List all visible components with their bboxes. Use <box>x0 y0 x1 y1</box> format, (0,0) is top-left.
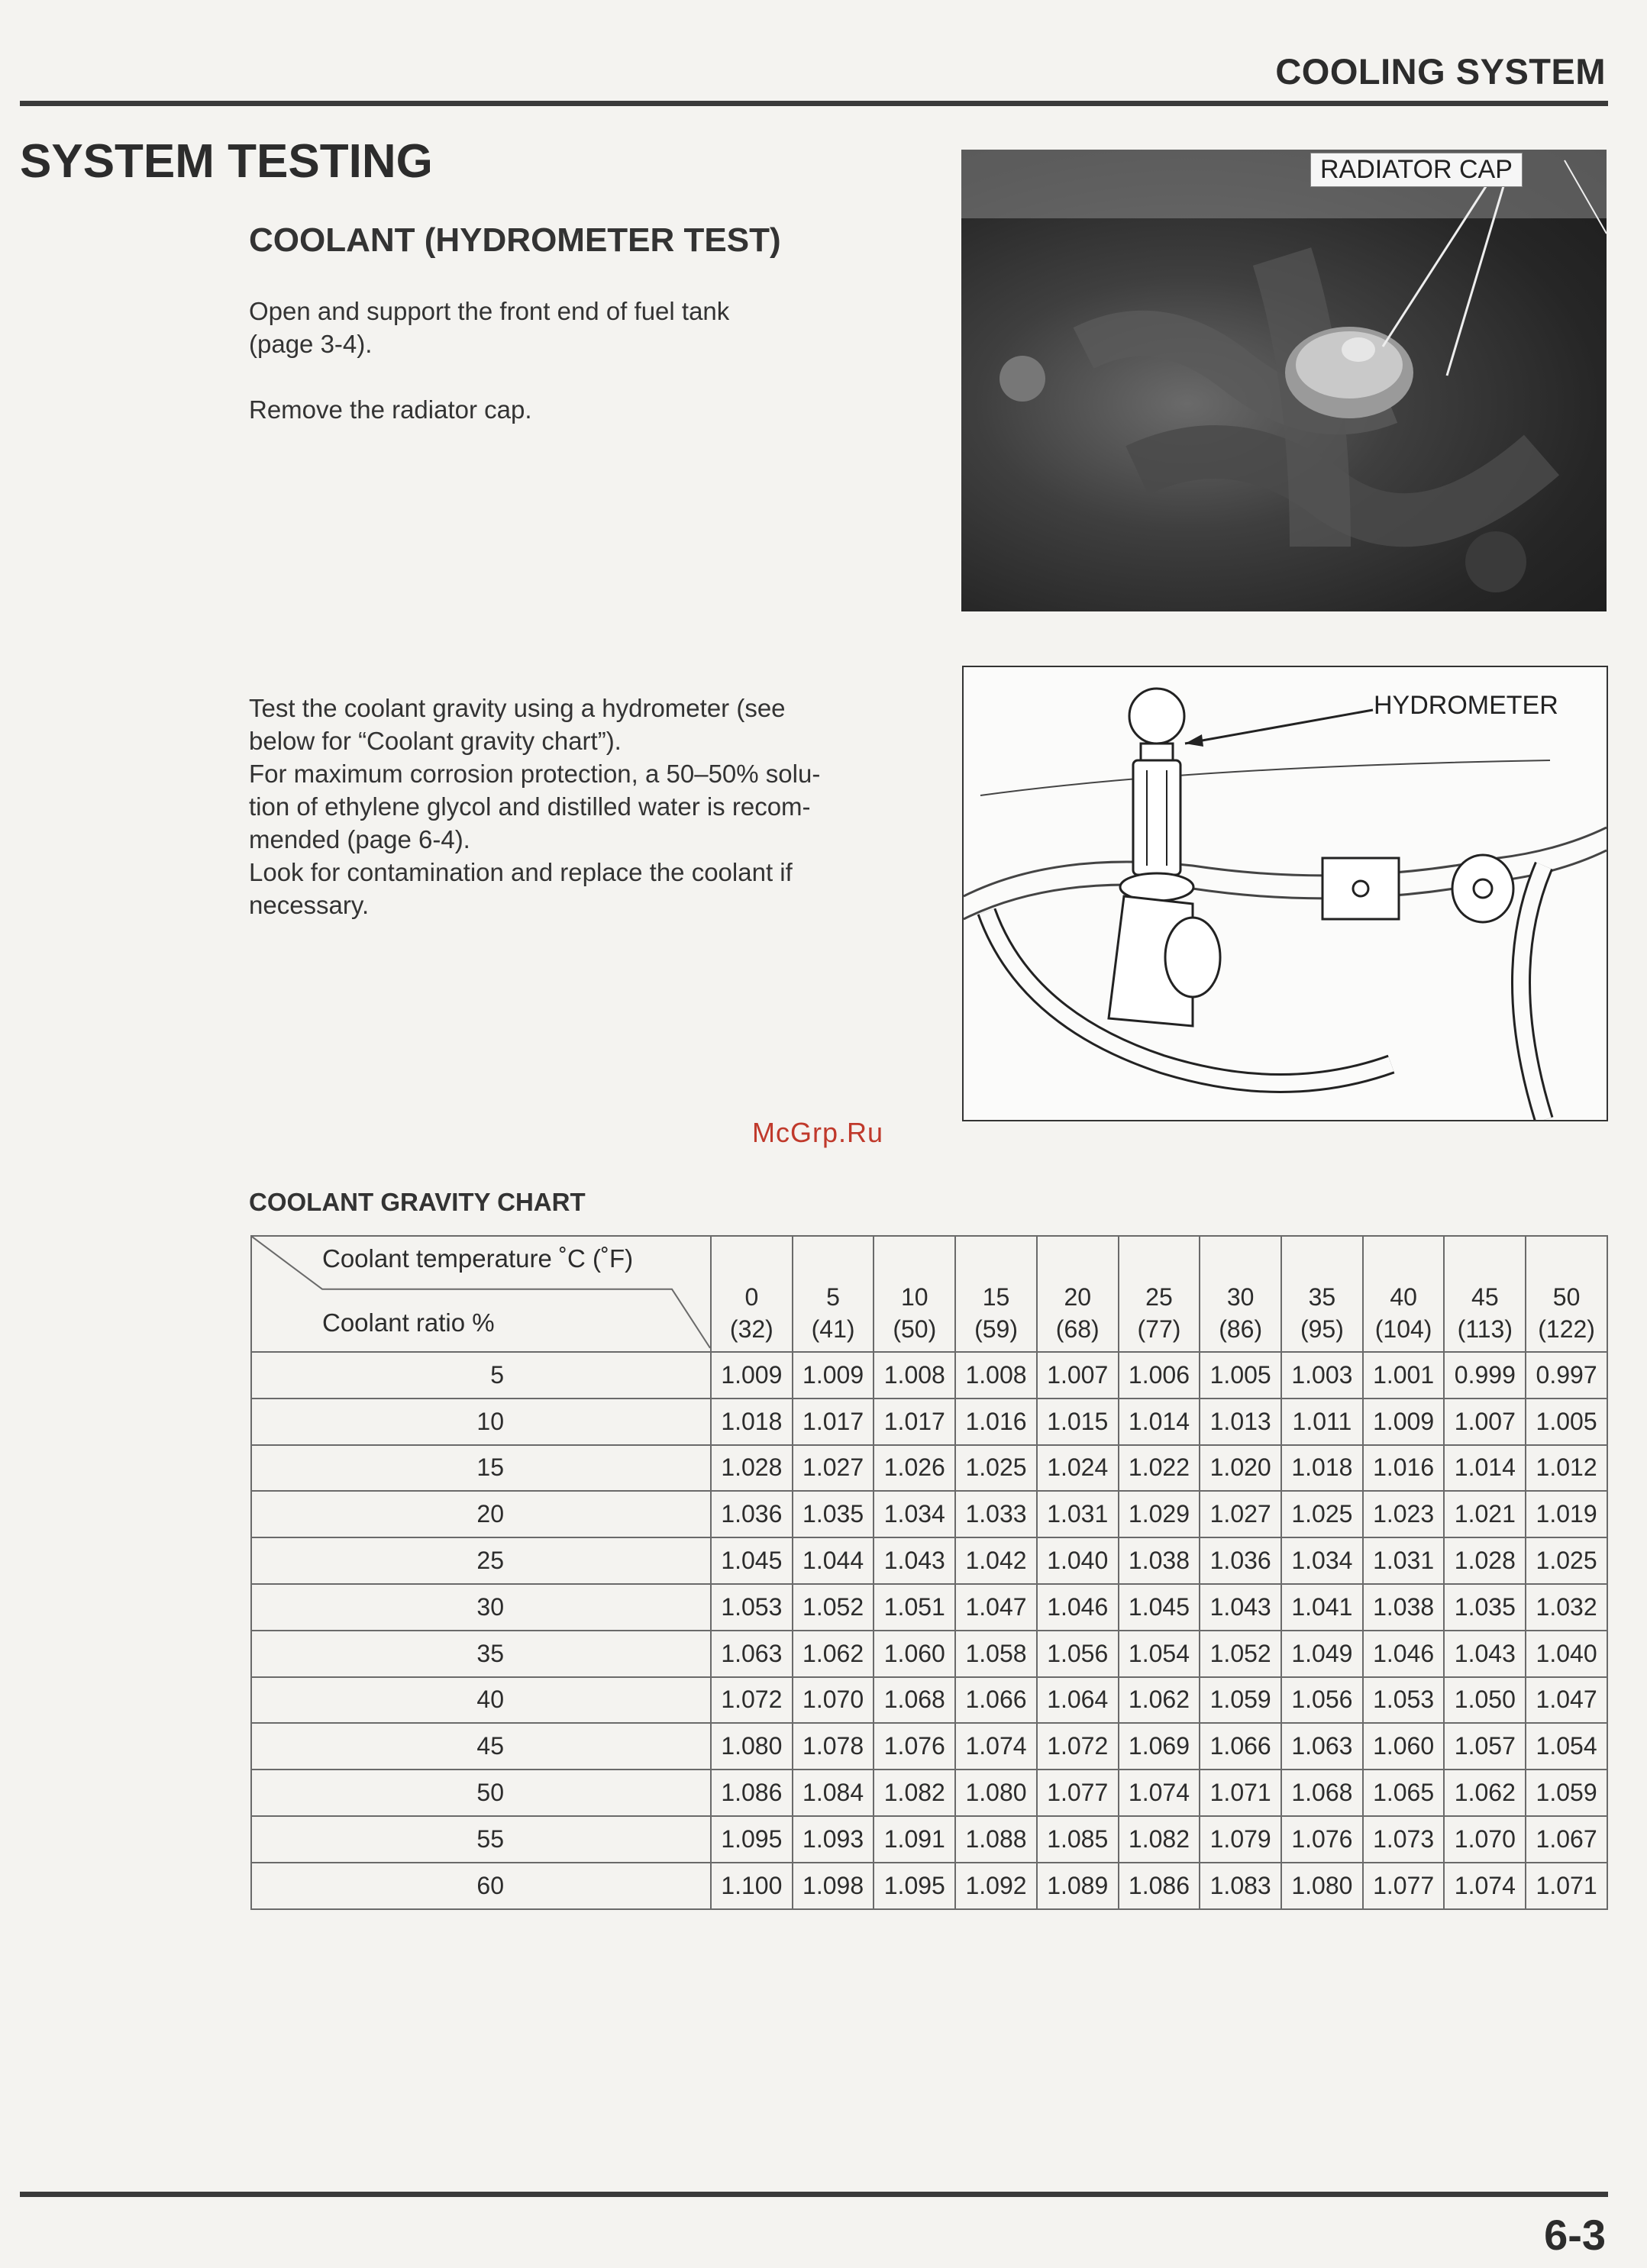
step-text-line: Look for contamination and replace the coolant if <box>249 858 793 886</box>
gravity-cell: 1.086 <box>1119 1863 1200 1909</box>
gravity-cell: 1.069 <box>1119 1723 1200 1770</box>
temp-celsius: 20 <box>1064 1283 1092 1311</box>
section-header: COOLING SYSTEM <box>1275 51 1606 92</box>
gravity-cell: 1.076 <box>874 1723 955 1770</box>
gravity-cell: 1.031 <box>1363 1537 1445 1584</box>
gravity-cell: 1.071 <box>1200 1770 1281 1816</box>
gravity-cell: 1.024 <box>1037 1445 1119 1492</box>
temp-celsius: 40 <box>1390 1283 1417 1311</box>
temp-fahrenheit: (113) <box>1457 1315 1513 1343</box>
temp-fahrenheit: (95) <box>1300 1315 1344 1343</box>
temperature-axis-label: Coolant temperature ˚C (˚F) <box>322 1244 634 1273</box>
temperature-column-header <box>1526 1236 1607 1352</box>
temp-celsius: 15 <box>982 1283 1010 1311</box>
gravity-cell: 1.034 <box>1281 1537 1363 1584</box>
table-row <box>251 1584 1607 1631</box>
temperature-column-header <box>1444 1236 1526 1352</box>
gravity-cell: 1.082 <box>1119 1816 1200 1863</box>
gravity-cell: 1.060 <box>1363 1723 1445 1770</box>
gravity-cell: 1.003 <box>1281 1352 1363 1399</box>
gravity-cell: 1.005 <box>1200 1352 1281 1399</box>
step-text-line: Test the coolant gravity using a hydrometer (see <box>249 694 786 722</box>
gravity-cell: 1.063 <box>711 1631 793 1677</box>
gravity-cell: 1.031 <box>1037 1491 1119 1537</box>
gravity-cell: 1.076 <box>1281 1816 1363 1863</box>
gravity-cell: 1.067 <box>1526 1816 1607 1863</box>
gravity-cell: 1.009 <box>793 1352 874 1399</box>
ratio-cell: 15 <box>251 1445 711 1492</box>
gravity-cell: 1.082 <box>874 1770 955 1816</box>
gravity-cell: 1.077 <box>1037 1770 1119 1816</box>
table-row <box>251 1816 1607 1863</box>
gravity-cell: 1.006 <box>1119 1352 1200 1399</box>
gravity-cell: 1.052 <box>793 1584 874 1631</box>
ratio-axis-label: Coolant ratio % <box>322 1308 495 1337</box>
temp-fahrenheit: (59) <box>974 1315 1018 1343</box>
gravity-cell: 1.008 <box>955 1352 1037 1399</box>
step-text-line: tion of ethylene glycol and distilled water is recom- <box>249 792 811 821</box>
gravity-cell: 1.085 <box>1037 1816 1119 1863</box>
gravity-cell: 1.040 <box>1526 1631 1607 1677</box>
temperature-column-header <box>1200 1236 1281 1352</box>
gravity-cell: 1.072 <box>711 1677 793 1724</box>
gravity-cell: 1.049 <box>1281 1631 1363 1677</box>
temp-fahrenheit: (68) <box>1055 1315 1100 1343</box>
gravity-cell: 1.074 <box>1444 1863 1526 1909</box>
ratio-cell: 55 <box>251 1816 711 1863</box>
gravity-cell: 1.071 <box>1526 1863 1607 1909</box>
temp-celsius: 30 <box>1226 1283 1255 1311</box>
gravity-cell: 0.999 <box>1444 1352 1526 1399</box>
gravity-cell: 1.017 <box>874 1399 955 1445</box>
gravity-cell: 1.021 <box>1444 1491 1526 1537</box>
temperature-column-header <box>955 1236 1037 1352</box>
gravity-cell: 1.060 <box>874 1631 955 1677</box>
radiator-cap-label: RADIATOR CAP <box>1310 153 1523 187</box>
gravity-cell: 1.070 <box>1444 1816 1526 1863</box>
temp-fahrenheit: (50) <box>893 1315 937 1343</box>
gravity-cell: 1.059 <box>1200 1677 1281 1724</box>
temp-celsius: 50 <box>1552 1283 1581 1311</box>
gravity-cell: 1.091 <box>874 1816 955 1863</box>
gravity-cell: 1.038 <box>1119 1537 1200 1584</box>
gravity-cell: 1.079 <box>1200 1816 1281 1863</box>
gravity-cell: 1.043 <box>1200 1584 1281 1631</box>
gravity-cell: 1.083 <box>1200 1863 1281 1909</box>
gravity-cell: 1.066 <box>955 1677 1037 1724</box>
gravity-cell: 1.093 <box>793 1816 874 1863</box>
page-number: 6-3 <box>1544 2211 1606 2259</box>
ratio-cell: 40 <box>251 1677 711 1724</box>
gravity-cell: 1.056 <box>1281 1677 1363 1724</box>
gravity-cell: 1.025 <box>1281 1491 1363 1537</box>
ratio-cell: 35 <box>251 1631 711 1677</box>
table-row <box>251 1770 1607 1816</box>
gravity-cell: 1.062 <box>1119 1677 1200 1724</box>
gravity-cell: 1.057 <box>1444 1723 1526 1770</box>
radiator-cap-photo <box>961 150 1607 611</box>
ratio-cell: 45 <box>251 1723 711 1770</box>
footer-rule <box>20 2192 1608 2197</box>
gravity-cell: 1.036 <box>1200 1537 1281 1584</box>
step-text-line: necessary. <box>249 891 370 919</box>
gravity-cell: 1.043 <box>874 1537 955 1584</box>
temp-fahrenheit: (32) <box>729 1315 773 1343</box>
gravity-cell: 1.095 <box>711 1816 793 1863</box>
gravity-cell: 1.028 <box>711 1445 793 1492</box>
step-text-line: mended (page 6-4). <box>249 825 470 853</box>
temperature-column-header <box>1363 1236 1445 1352</box>
temp-celsius: 10 <box>901 1283 928 1311</box>
ratio-cell: 25 <box>251 1537 711 1584</box>
gravity-cell: 1.034 <box>874 1491 955 1537</box>
gravity-cell: 1.063 <box>1281 1723 1363 1770</box>
temperature-column-header <box>1037 1236 1119 1352</box>
chart-title: COOLANT GRAVITY CHART <box>249 1188 586 1216</box>
gravity-cell: 1.009 <box>711 1352 793 1399</box>
gravity-cell: 1.084 <box>793 1770 874 1816</box>
gravity-cell: 1.066 <box>1200 1723 1281 1770</box>
gravity-cell: 1.045 <box>711 1537 793 1584</box>
gravity-cell: 1.080 <box>1281 1863 1363 1909</box>
gravity-cell: 1.032 <box>1526 1584 1607 1631</box>
table-row <box>251 1677 1607 1724</box>
gravity-cell: 1.027 <box>793 1445 874 1492</box>
gravity-cell: 1.074 <box>955 1723 1037 1770</box>
gravity-cell: 1.020 <box>1200 1445 1281 1492</box>
gravity-cell: 1.068 <box>874 1677 955 1724</box>
gravity-cell: 1.043 <box>1444 1631 1526 1677</box>
temp-fahrenheit: (104) <box>1374 1315 1432 1343</box>
gravity-cell: 1.095 <box>874 1863 955 1909</box>
gravity-cell: 1.053 <box>711 1584 793 1631</box>
gravity-cell: 1.046 <box>1363 1631 1445 1677</box>
ratio-cell: 60 <box>251 1863 711 1909</box>
step-text-line: below for “Coolant gravity chart”). <box>249 727 622 755</box>
gravity-cell: 1.041 <box>1281 1584 1363 1631</box>
gravity-cell: 1.009 <box>1363 1399 1445 1445</box>
gravity-cell: 1.001 <box>1363 1352 1445 1399</box>
subsection-title: COOLANT (HYDROMETER TEST) <box>249 221 781 259</box>
gravity-cell: 1.025 <box>955 1445 1037 1492</box>
gravity-cell: 1.033 <box>955 1491 1037 1537</box>
gravity-cell: 1.011 <box>1281 1399 1363 1445</box>
gravity-cell: 1.080 <box>955 1770 1037 1816</box>
step-text-line: (page 3-4). <box>249 330 373 358</box>
step-remove-cap <box>249 393 860 426</box>
header-rule <box>20 101 1608 106</box>
gravity-cell: 1.015 <box>1037 1399 1119 1445</box>
gravity-cell: 1.065 <box>1363 1770 1445 1816</box>
gravity-cell: 1.038 <box>1363 1584 1445 1631</box>
gravity-cell: 1.053 <box>1363 1677 1445 1724</box>
gravity-cell: 1.007 <box>1037 1352 1119 1399</box>
gravity-cell: 1.008 <box>874 1352 955 1399</box>
temperature-column-header <box>793 1236 874 1352</box>
gravity-cell: 1.080 <box>711 1723 793 1770</box>
gravity-cell: 1.046 <box>1037 1584 1119 1631</box>
gravity-cell: 1.016 <box>1363 1445 1445 1492</box>
engine-photo-illustration <box>961 150 1607 611</box>
gravity-cell: 1.016 <box>955 1399 1037 1445</box>
step-text-line: Open and support the front end of fuel tank <box>249 297 730 325</box>
gravity-cell: 1.027 <box>1200 1491 1281 1537</box>
table-row <box>251 1445 1607 1492</box>
gravity-cell: 1.092 <box>955 1863 1037 1909</box>
gravity-cell: 1.036 <box>711 1491 793 1537</box>
gravity-cell: 0.997 <box>1526 1352 1607 1399</box>
ratio-cell: 5 <box>251 1352 711 1399</box>
table-header-row <box>251 1236 1607 1352</box>
table-row <box>251 1399 1607 1445</box>
temp-celsius: 45 <box>1471 1283 1499 1311</box>
gravity-cell: 1.068 <box>1281 1770 1363 1816</box>
gravity-cell: 1.070 <box>793 1677 874 1724</box>
step-text-line: For maximum corrosion protection, a 50–50% solu- <box>249 760 821 788</box>
temp-celsius: 0 <box>744 1283 759 1311</box>
gravity-cell: 1.062 <box>793 1631 874 1677</box>
temp-fahrenheit: (122) <box>1538 1315 1595 1343</box>
gravity-cell: 1.042 <box>955 1537 1037 1584</box>
gravity-cell: 1.072 <box>1037 1723 1119 1770</box>
gravity-cell: 1.077 <box>1363 1863 1445 1909</box>
gravity-cell: 1.028 <box>1444 1537 1526 1584</box>
gravity-cell: 1.022 <box>1119 1445 1200 1492</box>
table-row <box>251 1631 1607 1677</box>
gravity-cell: 1.089 <box>1037 1863 1119 1909</box>
gravity-cell: 1.019 <box>1526 1491 1607 1537</box>
table-row <box>251 1537 1607 1584</box>
temp-fahrenheit: (41) <box>811 1315 855 1343</box>
page-title: SYSTEM TESTING <box>20 135 433 188</box>
ratio-cell: 10 <box>251 1399 711 1445</box>
temp-fahrenheit: (86) <box>1219 1315 1263 1343</box>
gravity-cell: 1.023 <box>1363 1491 1445 1537</box>
table-body <box>251 1352 1607 1909</box>
gravity-cell: 1.100 <box>711 1863 793 1909</box>
temp-celsius: 25 <box>1145 1283 1173 1311</box>
gravity-cell: 1.018 <box>711 1399 793 1445</box>
gravity-cell: 1.005 <box>1526 1399 1607 1445</box>
step-open-fuel-tank <box>249 295 860 360</box>
gravity-cell: 1.098 <box>793 1863 874 1909</box>
gravity-cell: 1.044 <box>793 1537 874 1584</box>
temperature-column-header <box>874 1236 955 1352</box>
gravity-cell: 1.047 <box>955 1584 1037 1631</box>
gravity-cell: 1.051 <box>874 1584 955 1631</box>
hydrometer-drawing <box>962 666 1608 1121</box>
gravity-cell: 1.040 <box>1037 1537 1119 1584</box>
gravity-cell: 1.029 <box>1119 1491 1200 1537</box>
gravity-cell: 1.012 <box>1526 1445 1607 1492</box>
ratio-cell: 30 <box>251 1584 711 1631</box>
gravity-cell: 1.059 <box>1526 1770 1607 1816</box>
temperature-column-header <box>711 1236 793 1352</box>
coolant-gravity-table <box>250 1235 1608 1910</box>
gravity-cell: 1.035 <box>1444 1584 1526 1631</box>
table-row <box>251 1491 1607 1537</box>
gravity-cell: 1.062 <box>1444 1770 1526 1816</box>
gravity-cell: 1.025 <box>1526 1537 1607 1584</box>
watermark-link[interactable]: McGrp.Ru <box>752 1117 884 1148</box>
step-text-line: Remove the radiator cap. <box>249 395 532 424</box>
gravity-cell: 1.050 <box>1444 1677 1526 1724</box>
hydrometer-illustration <box>964 667 1607 1120</box>
gravity-cell: 1.014 <box>1119 1399 1200 1445</box>
table-row <box>251 1723 1607 1770</box>
temp-fahrenheit: (77) <box>1137 1315 1181 1343</box>
gravity-cell: 1.078 <box>793 1723 874 1770</box>
gravity-cell: 1.074 <box>1119 1770 1200 1816</box>
step-test-gravity <box>249 692 925 921</box>
gravity-cell: 1.026 <box>874 1445 955 1492</box>
temp-celsius: 35 <box>1308 1283 1336 1311</box>
gravity-cell: 1.054 <box>1526 1723 1607 1770</box>
gravity-cell: 1.056 <box>1037 1631 1119 1677</box>
gravity-cell: 1.054 <box>1119 1631 1200 1677</box>
temperature-column-header <box>1119 1236 1200 1352</box>
gravity-cell: 1.052 <box>1200 1631 1281 1677</box>
table-corner-header <box>251 1236 711 1352</box>
ratio-cell: 20 <box>251 1491 711 1537</box>
gravity-cell: 1.088 <box>955 1816 1037 1863</box>
gravity-cell: 1.086 <box>711 1770 793 1816</box>
table-row <box>251 1863 1607 1909</box>
gravity-cell: 1.047 <box>1526 1677 1607 1724</box>
gravity-cell: 1.007 <box>1444 1399 1526 1445</box>
gravity-cell: 1.013 <box>1200 1399 1281 1445</box>
gravity-cell: 1.058 <box>955 1631 1037 1677</box>
hydrometer-label: HYDROMETER <box>1374 691 1558 720</box>
gravity-cell: 1.045 <box>1119 1584 1200 1631</box>
gravity-cell: 1.064 <box>1037 1677 1119 1724</box>
temperature-column-header <box>1281 1236 1363 1352</box>
table-row <box>251 1352 1607 1399</box>
gravity-cell: 1.018 <box>1281 1445 1363 1492</box>
gravity-cell: 1.014 <box>1444 1445 1526 1492</box>
gravity-cell: 1.035 <box>793 1491 874 1537</box>
temp-celsius: 5 <box>826 1283 840 1311</box>
gravity-cell: 1.017 <box>793 1399 874 1445</box>
gravity-cell: 1.073 <box>1363 1816 1445 1863</box>
ratio-cell: 50 <box>251 1770 711 1816</box>
